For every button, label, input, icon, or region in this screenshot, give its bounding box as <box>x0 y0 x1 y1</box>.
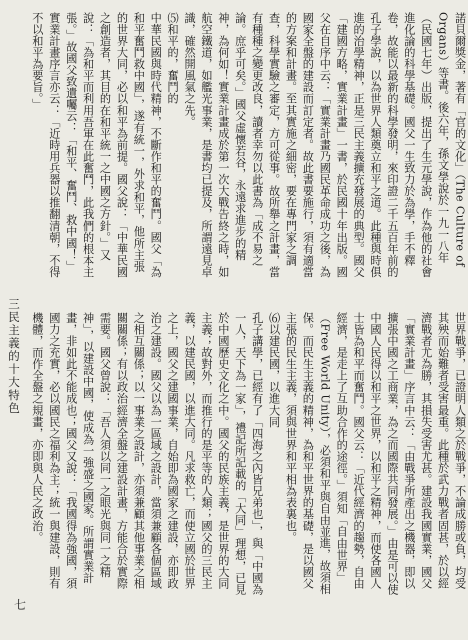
page-number: 七 <box>14 598 27 612</box>
upper-text-block <box>28 12 467 280</box>
lower-text-block <box>28 312 467 600</box>
upper-body-text: 諾貝爾獎金，著有「官的文化」（The Culture of Organs）等書。後六年，孫文學說於一九一八年（民國七年）出版，提出了生元學說，作為他的社會進化論的科學基礎。國父一生致力於為學，手不釋卷，故能以最新的科學發明，來印證二千五百年前的孔子學說，以為世界人類奠立和平之道。此種與時俱進的治學精神，正是三民主義擴充發展的典型。國父「建國方略，實業計畫」一書，於民國十年出版。國父在自序中云：「實業計畫乃國民革命成功之後，為國家全盤的建設而訂定者。故此書要施行，須有適當的方案和計畫。至其實施之細密，要在專門家之調查，科學實驗之審定，方可從事。故所舉之計畫，當有種種之變更改良，讀者幸勿以此書為「成不易之論。庶乎可矣。」國父虛懷若谷，永遠求進步的精神，為何如！實業計畫成於第一次大戰告終之時，如航空鐵道，如艦光事業，是書均已提及，所謂遠見卓識，確然開風氣之先。 ⑸和平的，奮鬥的 中華民國與時代精神，不斷作和平的奮鬥。國父「為和平奮鬥救中國」，遂有統一，外求和平，他所主張的世界大同，必以和平為前提。國父說：「中華民國之創造者，其目的在和平統一之中國之方針。」又說：「為和平而利用吾軍在此奮鬥，此我們的根本主張。」故國父致遺囑云：「和平、奮鬥、救中國！」實業計畫序言亦云：「近時用兵器以推翻清朝，不得不以和平為要旨。」 <box>30 12 467 278</box>
running-footer-title: 三民主義的十大特色 <box>7 298 21 415</box>
lower-body-text: 世界戰爭，已證明人類之於戰爭，不論成勝或負，均受其殃而始難者受害最重。此種於武力戰者固甚，於以經濟戰者尤為勝，其損失受害尤甚。建設我國實業，國父「實業計畫」序言中云：「由戰爭所產出之機器，即以擴張中國之工商業，為之而國際共同發展。」由是可以使中國人民得以和平之世界，以和平之精神，而使各國人士皆為和平而奮鬥。國父云：「近代經濟的趨勢，自由經濟，是走上了互助合作的途徑。」須知「自由世界」（Free World Unity），必須和平與自由並進，故須相保。而民生主義的精神，為和平世界的基礎，是以國父主張的民生主義，須與世界和平相為表裏也。 ⑹以建民國，以進大同 孔子講學，已經有了「四海之內皆兄弟也」，與「中國為一人，天下為一家」，禮記所記載的「大同」理想，已見於中國歷史文化之中。國父的民族主義，是世界的大同主義；故對外，而推行的是平等的人類；國父的三民主義，以建民國，以進大同。凡求救亡，而使立國於世界之上，國父之建國事業，自始即為國家之建設，亦即政治之建設。國父以為一區域之設計，當須兼顧各個區域之相互關係；以一事業之設計，亦須兼顧其他事業之相關關係；有以政治經濟全盤之建設計畫，方能合於實際需要。國父曾說：「吾人須以同一之眼光與同一之精神」，以建設中國，使成為一強盛之國家。所謂實業計畫，非如此不能成也；國父又說：「我國得為強國，須國力之充實，必以國民之福利為主；統一與建設，則有機體，而作全盤之規畫，亦即與人民之政治。 <box>30 312 467 596</box>
